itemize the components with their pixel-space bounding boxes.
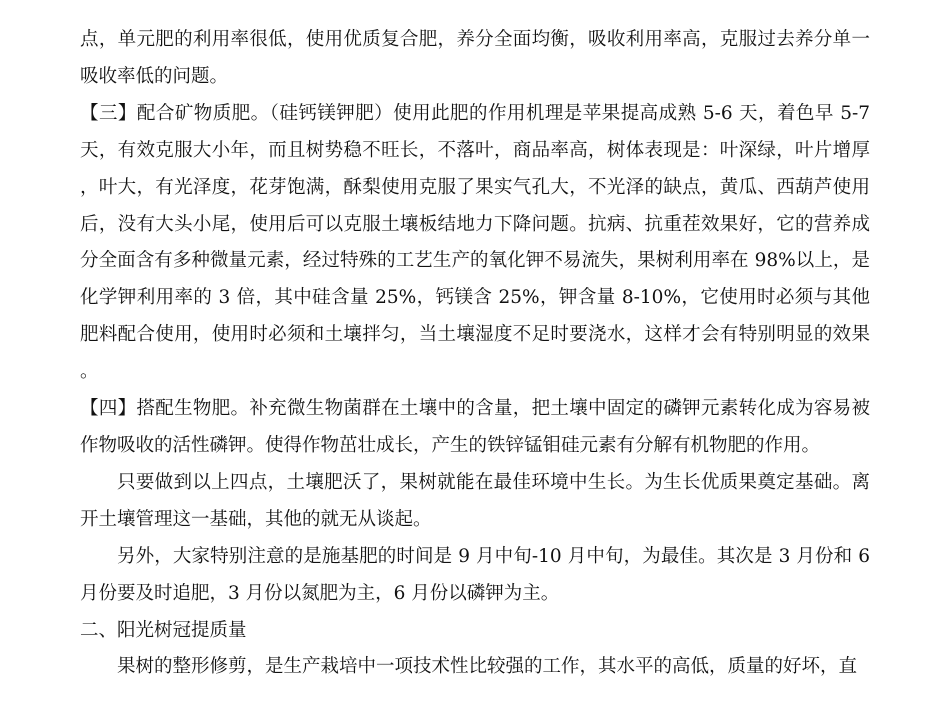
document-page [80, 22, 870, 686]
paragraph-mineral-fertilizer: 【三】配合矿物质肥。（硅钙镁钾肥）使用此肥的作用机理是苹果提高成熟 5-6 天，着色早 5-7 天，有效克服大小年，而且树势稳不旺长，不落叶，商品率高，树体表现是：叶深绿，叶片增厚，叶大，有光泽度，花芽饱满，酥梨使用克服了果实气孔大，不光泽的缺点，黄瓜、西葫芦使用后，没有大头小尾，使用后可以克服土壤板结地力下降问题。抗病、抗重茬效果好，它的营养成分全面含有多种微量元素，经过特殊的工艺生产的氧化钾不易流失，果树利用率在 98%以上，是化学钾利用率的 3 倍，其中硅含量 25%，钙镁含 25%，钾含量 8-10%，它使用时必须与其他肥料配合使用，使用时必须和土壤拌匀，当土壤湿度不足时要浇水，这样才会有特别明显的效果。 [80, 102, 870, 383]
paragraph-timing: 另外，大家特别注意的是施基肥的时间是 9 月中旬-10 月中旬，为最佳。其次是 3 月份和 6 月份要及时追肥，3 月份以氮肥为主，6 月份以磷钾为主。 [80, 545, 870, 604]
paragraph-bio-fertilizer: 【四】搭配生物肥。补充微生物菌群在土壤中的含量，把土壤中固定的磷钾元素转化成为容易被作物吸收的活性磷钾。使得作物茁壮成长，产生的铁锌锰钼硅元素有分解有机物肥的作用。 [80, 398, 870, 456]
paragraph-soil-summary: 只要做到以上四点，土壤肥沃了，果树就能在最佳环境中生长。为生长优质果奠定基础。离开土壤管理这一基础，其他的就无从谈起。 [80, 471, 870, 530]
paragraph-fertilizer-intro: 点，单元肥的利用率很低，使用优质复合肥，养分全面均衡，吸收利用率高，克服过去养分单一吸收率低的问题。 [80, 29, 870, 87]
paragraph-pruning: 果树的整形修剪，是生产栽培中一项技术性比较强的工作，其水平的高低，质量的好坏，直 [117, 656, 858, 678]
section-heading: 二、阳光树冠提质量 [80, 619, 247, 641]
